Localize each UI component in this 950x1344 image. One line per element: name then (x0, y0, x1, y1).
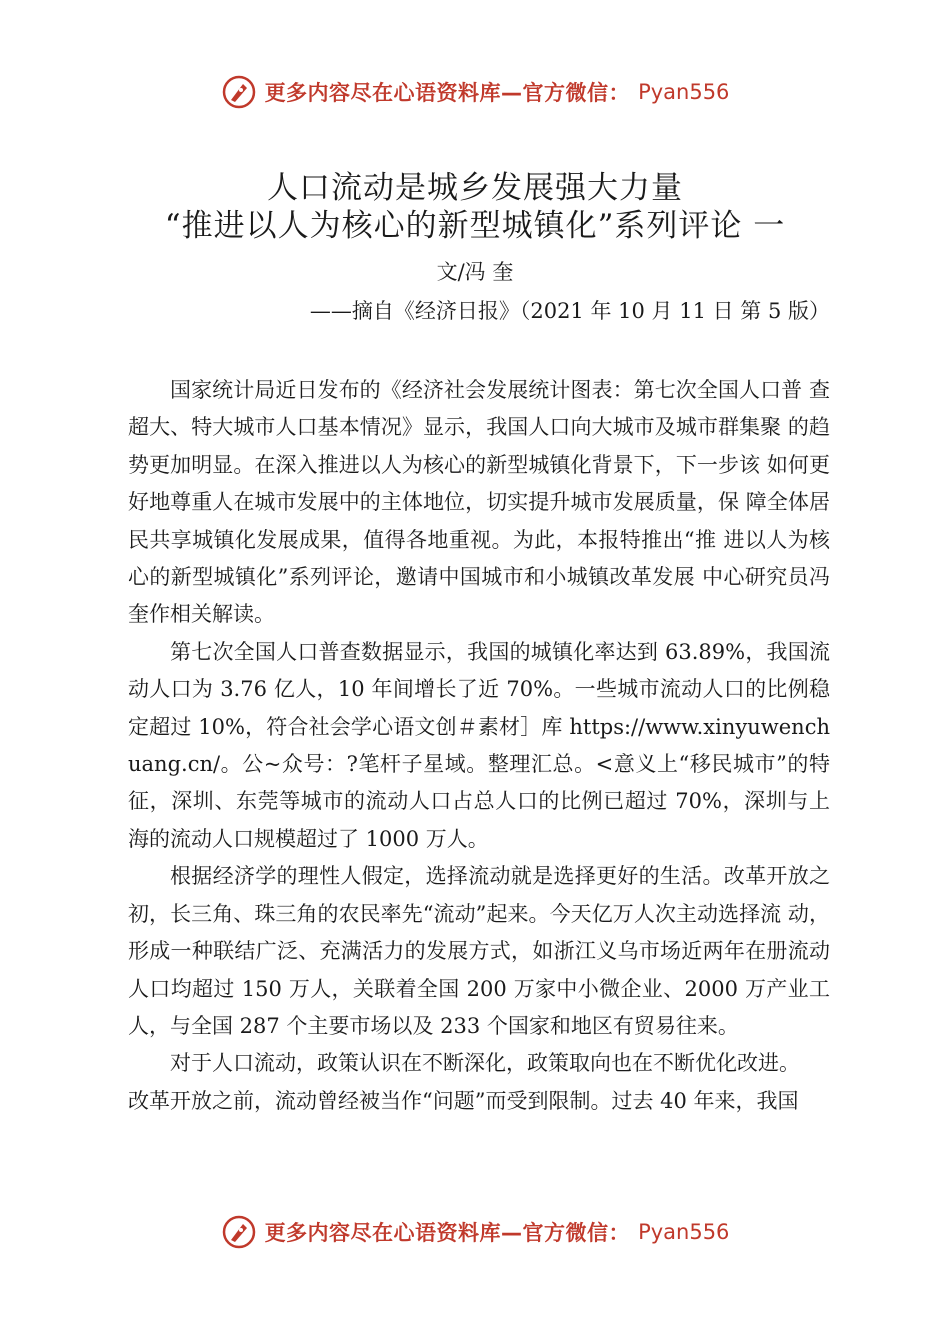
banner-wechat-id: Pyan556 (638, 1220, 730, 1244)
author-line: 文/冯 奎 (436, 260, 514, 284)
source-line: ——摘自《经济日报》（2021 年 10 月 11 日 第 5 版） (309, 299, 830, 323)
article-body (128, 372, 830, 1120)
article-subtitle: “推进以人为核心的新型城镇化”系列评论 一 (164, 208, 786, 244)
paragraph: 第七次全国人口普查数据显示，我国的城镇化率达到 63.89%，我国流动人口为 3.76 亿人，10 年间增长了近 70%。一些城市流动人口的比例稳定超过 10%，符合社会学心语文创＃素材］库 https://www.xinyuwenchuang.cn/。公~众号：?笔杆子星域。整理汇总。<意义上“移民城市”的特征，深圳、东莞等城市的流动人口占总人口的比例已超过 70%，深圳与上海的流动人口规模超过了 1000 万人。 (128, 639, 830, 851)
banner-text: 更多内容尽在心语资料库—官方微信： (264, 1221, 631, 1245)
banner-text: 更多内容尽在心语资料库—官方微信： (264, 81, 631, 105)
pen-nib-logo-icon (221, 1214, 257, 1250)
paragraph: 根据经济学的理性人假定，选择流动就是选择更好的生活。改革开放之初，长三角、珠三角的农民率先“流动”起来。今天亿万人次主动选择流 动，形成一种联结广泛、充满活力的发展方式，如浙江义乌市场近两年在册流动人口均超过 150 万人，关联着全国 200 万家中小微企业、2000 万产业工人，与全国 287 个主要市场以及 233 个国家和地区有贸易往来。 (128, 864, 830, 1038)
paragraph: 改革开放之前，流动曾经被当作“问题”而受到限制。过去 40 年来，我国 (128, 1088, 799, 1113)
pen-nib-logo-icon (221, 74, 257, 110)
article-title: 人口流动是城乡发展强大力量 (267, 170, 683, 206)
banner-wechat-id: Pyan556 (638, 80, 730, 104)
paragraph: 对于人口流动，政策认识在不断深化，政策取向也在不断优化改进。 (170, 1051, 800, 1076)
bottom-banner (0, 1212, 950, 1252)
paragraph: 国家统计局近日发布的《经济社会发展统计图表：第七次全国人口普 查超大、特大城市人口基本情况》显示，我国人口向大城市及城市群集聚 的趋势更加明显。在深入推进以人为核心的新型城镇化背景下，下一步该 如何更好地尊重人在城市发展中的主体地位，切实提升城市发展质量，保 障全体居民共享城镇化发展成果，值得各地重视。为此，本报特推出“推 进以人为核心的新型城镇化”系列评论，邀请中国城市和小城镇改革发展 中心研究员冯奎作相关解读。 (128, 378, 830, 627)
top-banner (0, 72, 950, 112)
